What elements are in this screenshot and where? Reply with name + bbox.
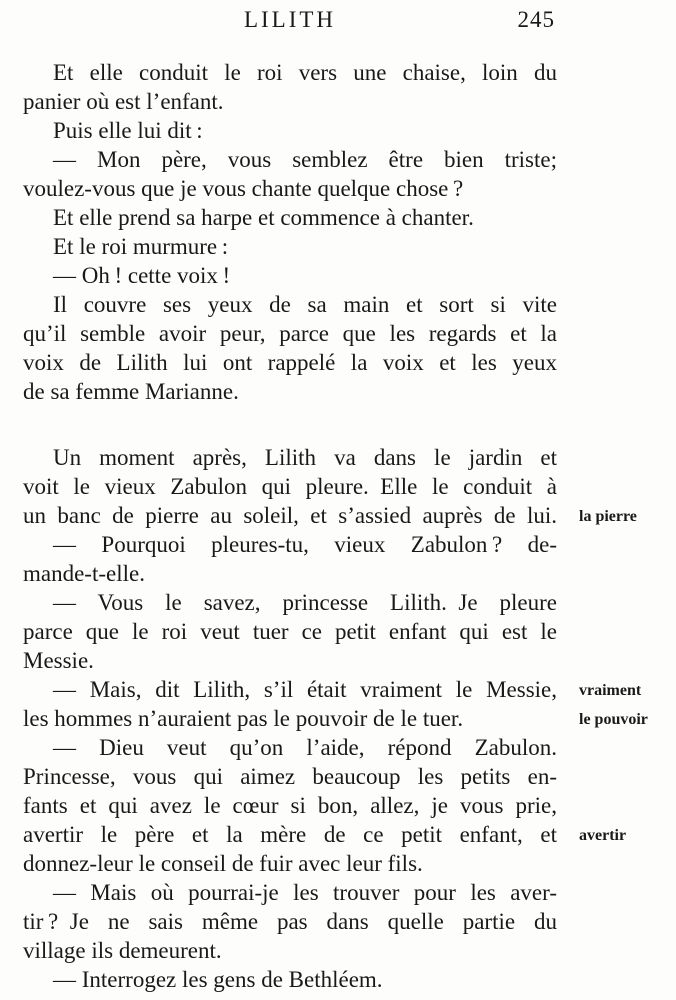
text-line bbox=[23, 261, 557, 290]
text-line bbox=[23, 116, 557, 145]
page-number: 245 bbox=[517, 7, 555, 32]
line-text: — Dieu veut qu’on l’aide, répond Zabulon. bbox=[53, 735, 557, 760]
text-line bbox=[23, 530, 557, 559]
text-line bbox=[23, 733, 557, 762]
text-line bbox=[23, 907, 557, 936]
text-line bbox=[23, 377, 557, 406]
line-text: de sa femme Marianne. bbox=[23, 379, 239, 404]
margin-note: avertir bbox=[579, 827, 627, 844]
line-text: Et elle conduit le roi vers une chaise, loin du bbox=[53, 60, 557, 85]
line-text: — Vous le savez, princesse Lilith. Je pleure bbox=[53, 590, 557, 615]
line-text: Il couvre ses yeux de sa main et sort si vite bbox=[53, 292, 557, 317]
text-line bbox=[23, 290, 557, 319]
page-header bbox=[23, 7, 557, 35]
text-line bbox=[23, 936, 557, 965]
text-line bbox=[23, 319, 557, 348]
text-line bbox=[23, 348, 557, 377]
text-line bbox=[23, 878, 557, 907]
text-line bbox=[23, 762, 557, 791]
line-text: voit le vieux Zabulon qui pleure. Elle le conduit à bbox=[23, 474, 557, 499]
line-text: — Mais où pourrai-je les trouver pour les aver- bbox=[53, 880, 557, 905]
text-line bbox=[23, 472, 557, 501]
line-text: Et le roi murmure : bbox=[53, 234, 229, 259]
text-line bbox=[23, 617, 557, 646]
line-text: — Mais, dit Lilith, s’il était vraiment le Messie, bbox=[53, 677, 557, 702]
text-line bbox=[23, 203, 557, 232]
line-text: un banc de pierre au soleil, et s’assied auprès de lui. bbox=[23, 503, 557, 528]
line-text: Un moment après, Lilith va dans le jardin et bbox=[53, 445, 557, 470]
text-line bbox=[23, 443, 557, 472]
text-line bbox=[23, 646, 557, 675]
line-text: — Pourquoi pleures-tu, vieux Zabulon ? de- bbox=[53, 532, 557, 557]
running-title: LILITH bbox=[243, 7, 337, 32]
line-text: avertir le père et la mère de ce petit enfant, et bbox=[23, 822, 557, 847]
text-line bbox=[23, 791, 557, 820]
margin-note: le pouvoir bbox=[579, 711, 648, 728]
text-line bbox=[23, 820, 627, 849]
line-text: mande-t-elle. bbox=[23, 561, 145, 586]
line-text: fants et qui avez le cœur si bon, allez, je vous prie, bbox=[23, 793, 557, 818]
line-text: — Oh ! cette voix ! bbox=[53, 263, 231, 288]
line-text: panier où est l’enfant. bbox=[23, 89, 224, 114]
text-line bbox=[23, 588, 557, 617]
text-column bbox=[23, 58, 648, 994]
text-line bbox=[23, 145, 557, 174]
text-line bbox=[23, 87, 557, 116]
text-line bbox=[23, 849, 557, 878]
text-line bbox=[23, 232, 557, 261]
line-text: village ils demeurent. bbox=[23, 938, 222, 963]
line-text: tir ? Je ne sais même pas dans quelle partie du bbox=[23, 909, 557, 934]
line-text: Messie. bbox=[23, 648, 94, 673]
margin-note: vraiment bbox=[579, 682, 642, 699]
text-line bbox=[23, 704, 648, 733]
line-text: Puis elle lui dit : bbox=[53, 118, 203, 143]
line-text: — Mon père, vous semblez être bien triste; bbox=[53, 147, 557, 172]
line-text: Princesse, vous qui aimez beaucoup les petits en- bbox=[23, 764, 557, 789]
text-line bbox=[23, 559, 557, 588]
line-text: voix de Lilith lui ont rappelé la voix et les yeux bbox=[23, 350, 557, 375]
margin-note: la pierre bbox=[579, 508, 637, 525]
line-text: parce que le roi veut tuer ce petit enfant qui est le bbox=[23, 619, 557, 644]
text-line bbox=[23, 965, 557, 994]
text-line bbox=[23, 58, 557, 87]
line-text: — Interrogez les gens de Bethléem. bbox=[53, 967, 383, 992]
line-text: les hommes n’auraient pas le pouvoir de le tuer. bbox=[23, 706, 464, 731]
text-line bbox=[23, 675, 642, 704]
line-text: donnez-leur le conseil de fuir avec leur fils. bbox=[23, 851, 423, 876]
line-text: Et elle prend sa harpe et commence à chanter. bbox=[53, 205, 474, 230]
text-line bbox=[23, 501, 637, 530]
text-line bbox=[23, 174, 557, 203]
line-text: voulez-vous que je vous chante quelque chose ? bbox=[23, 176, 464, 201]
line-text: qu’il semble avoir peur, parce que les regards et la bbox=[23, 321, 557, 346]
